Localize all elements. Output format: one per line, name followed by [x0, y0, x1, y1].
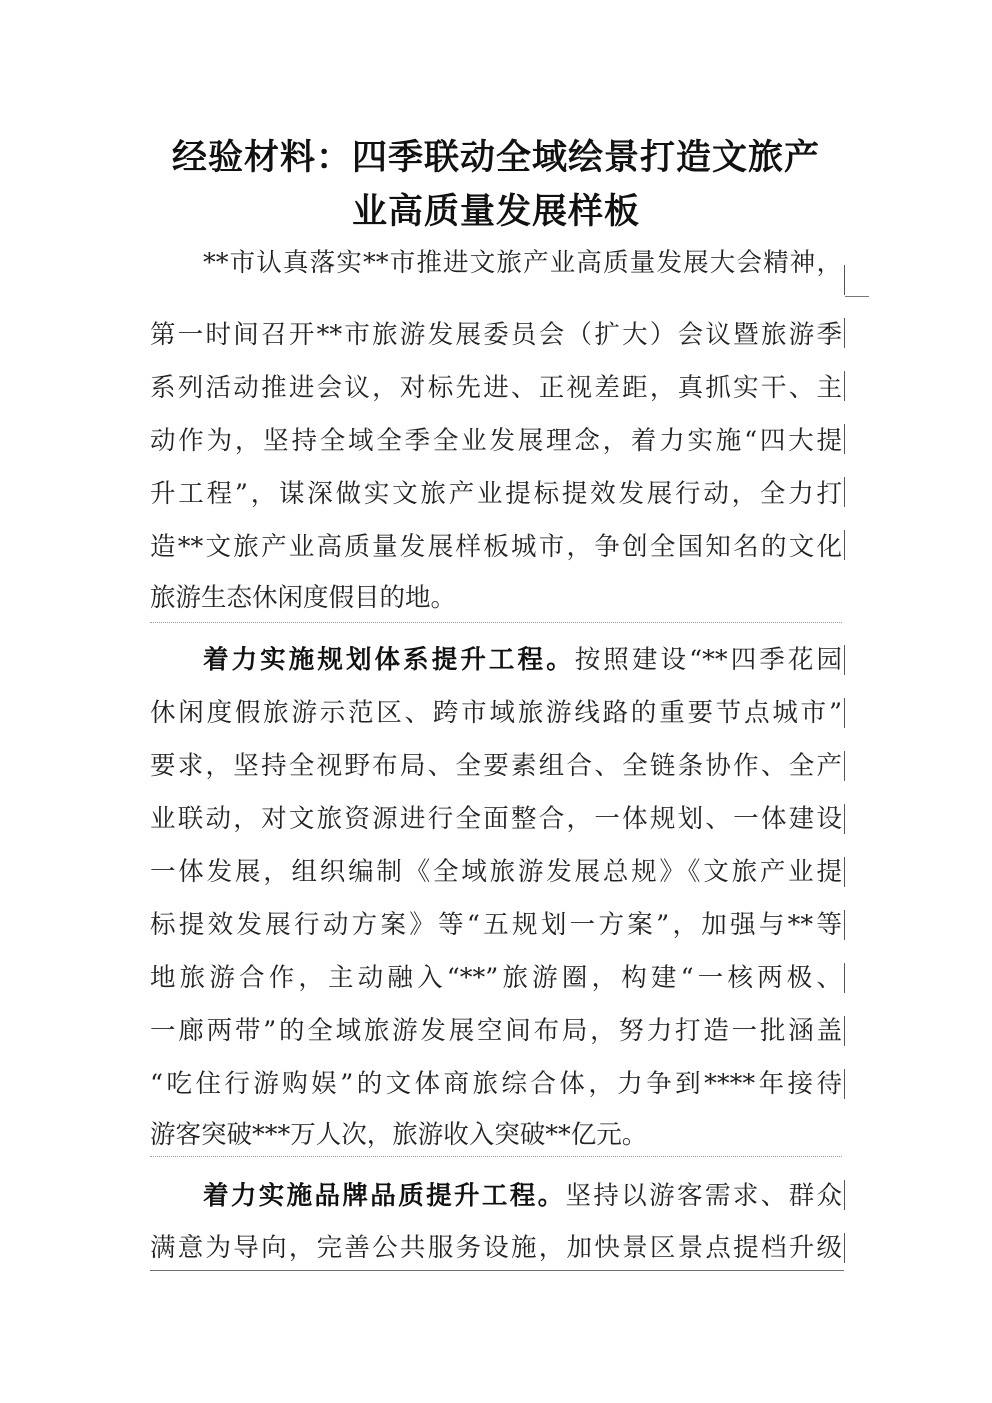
line-end-marker	[844, 751, 845, 781]
paragraph-2-line-1	[203, 640, 842, 680]
paragraph-2-line-2: 休闲度假旅游示范区、跨市域旅游线路的重要节点城市”	[150, 698, 842, 728]
line-end-marker	[844, 318, 845, 348]
paragraph-2-line-6: 标提效发展行动方案》等“五规划一方案”，加强与**等	[150, 910, 842, 940]
line-end-marker	[844, 963, 845, 993]
paragraph-2-line-1-text: 按照建设“**四季花园	[574, 645, 842, 675]
paragraph-2-line-9: “吃住行游购娱”的文体商旅综合体，力争到****年接待	[150, 1069, 842, 1099]
line-end-marker	[844, 910, 845, 940]
line-end-marker	[844, 645, 845, 675]
paragraph-2-line-3: 要求，坚持全视野布局、全要素组合、全链条协作、全产	[150, 751, 842, 781]
line-end-marker	[844, 1069, 845, 1099]
line-end-marker	[844, 371, 845, 401]
paragraph-1-line-2: 第一时间召开**市旅游发展委员会（扩大）会议暨旅游季	[150, 320, 842, 350]
paragraph-1-line-7: 旅游生态休闲度假目的地。	[150, 583, 457, 613]
document-title-line-1: 经验材料：四季联动全域绘景打造文旅产	[171, 138, 820, 178]
paragraph-2-line-10: 游客突破***万人次，旅游收入突破**亿元。	[150, 1120, 648, 1150]
line-end-marker	[844, 1016, 845, 1046]
line-end-marker	[844, 530, 845, 560]
paragraph-1-line-4: 动作为，坚持全域全季全业发展理念，着力实施“四大提	[150, 426, 842, 456]
paragraph-2-line-8: 一廊两带”的全域旅游发展空间布局，努力打造一批涵盖	[150, 1016, 842, 1046]
paragraph-2-line-5: 一体发展，组织编制《全域旅游发展总规》《文旅产业提	[150, 857, 842, 887]
paragraph-3-line-1	[203, 1176, 842, 1216]
paragraph-2-line-4: 业联动，对文旅资源进行全面整合，一体规划、一体建设	[150, 804, 842, 834]
paragraph-separator	[150, 1156, 842, 1157]
paragraph-1-line-3: 系列活动推进会议，对标先进、正视差距，真抓实干、主	[150, 373, 842, 403]
line-end-marker	[845, 296, 869, 297]
paragraph-1-line-1: **市认真落实**市推进文旅产业高质量发展大会精神，	[203, 248, 842, 278]
line-end-marker	[844, 477, 845, 507]
bottom-rule	[150, 1270, 844, 1271]
line-end-marker	[844, 265, 845, 295]
paragraph-2-heading: 着力实施规划体系提升工程。	[203, 645, 575, 675]
paragraph-1-line-5: 升工程”，谋深做实文旅产业提标提效发展行动，全力打	[150, 479, 842, 509]
paragraph-3-line-2: 满意为导向，完善公共服务设施，加快景区景点提档升级	[150, 1233, 842, 1263]
line-end-marker	[844, 1233, 845, 1263]
document-title-line-2: 业高质量发展样板	[351, 192, 640, 232]
line-end-marker	[844, 857, 845, 887]
paragraph-1-line-6: 造**文旅产业高质量发展样板城市，争创全国知名的文化	[150, 532, 842, 562]
paragraph-2-line-7: 地旅游合作，主动融入“**”旅游圈，构建“一核两极、	[150, 963, 842, 993]
line-end-marker	[844, 424, 845, 454]
line-end-marker	[844, 698, 845, 728]
paragraph-3-heading: 着力实施品牌品质提升工程。	[203, 1181, 566, 1211]
line-end-marker	[844, 804, 845, 834]
line-end-marker	[844, 1180, 845, 1210]
paragraph-separator	[150, 622, 842, 623]
paragraph-3-line-1-text: 坚持以游客需求、群众	[565, 1181, 842, 1211]
